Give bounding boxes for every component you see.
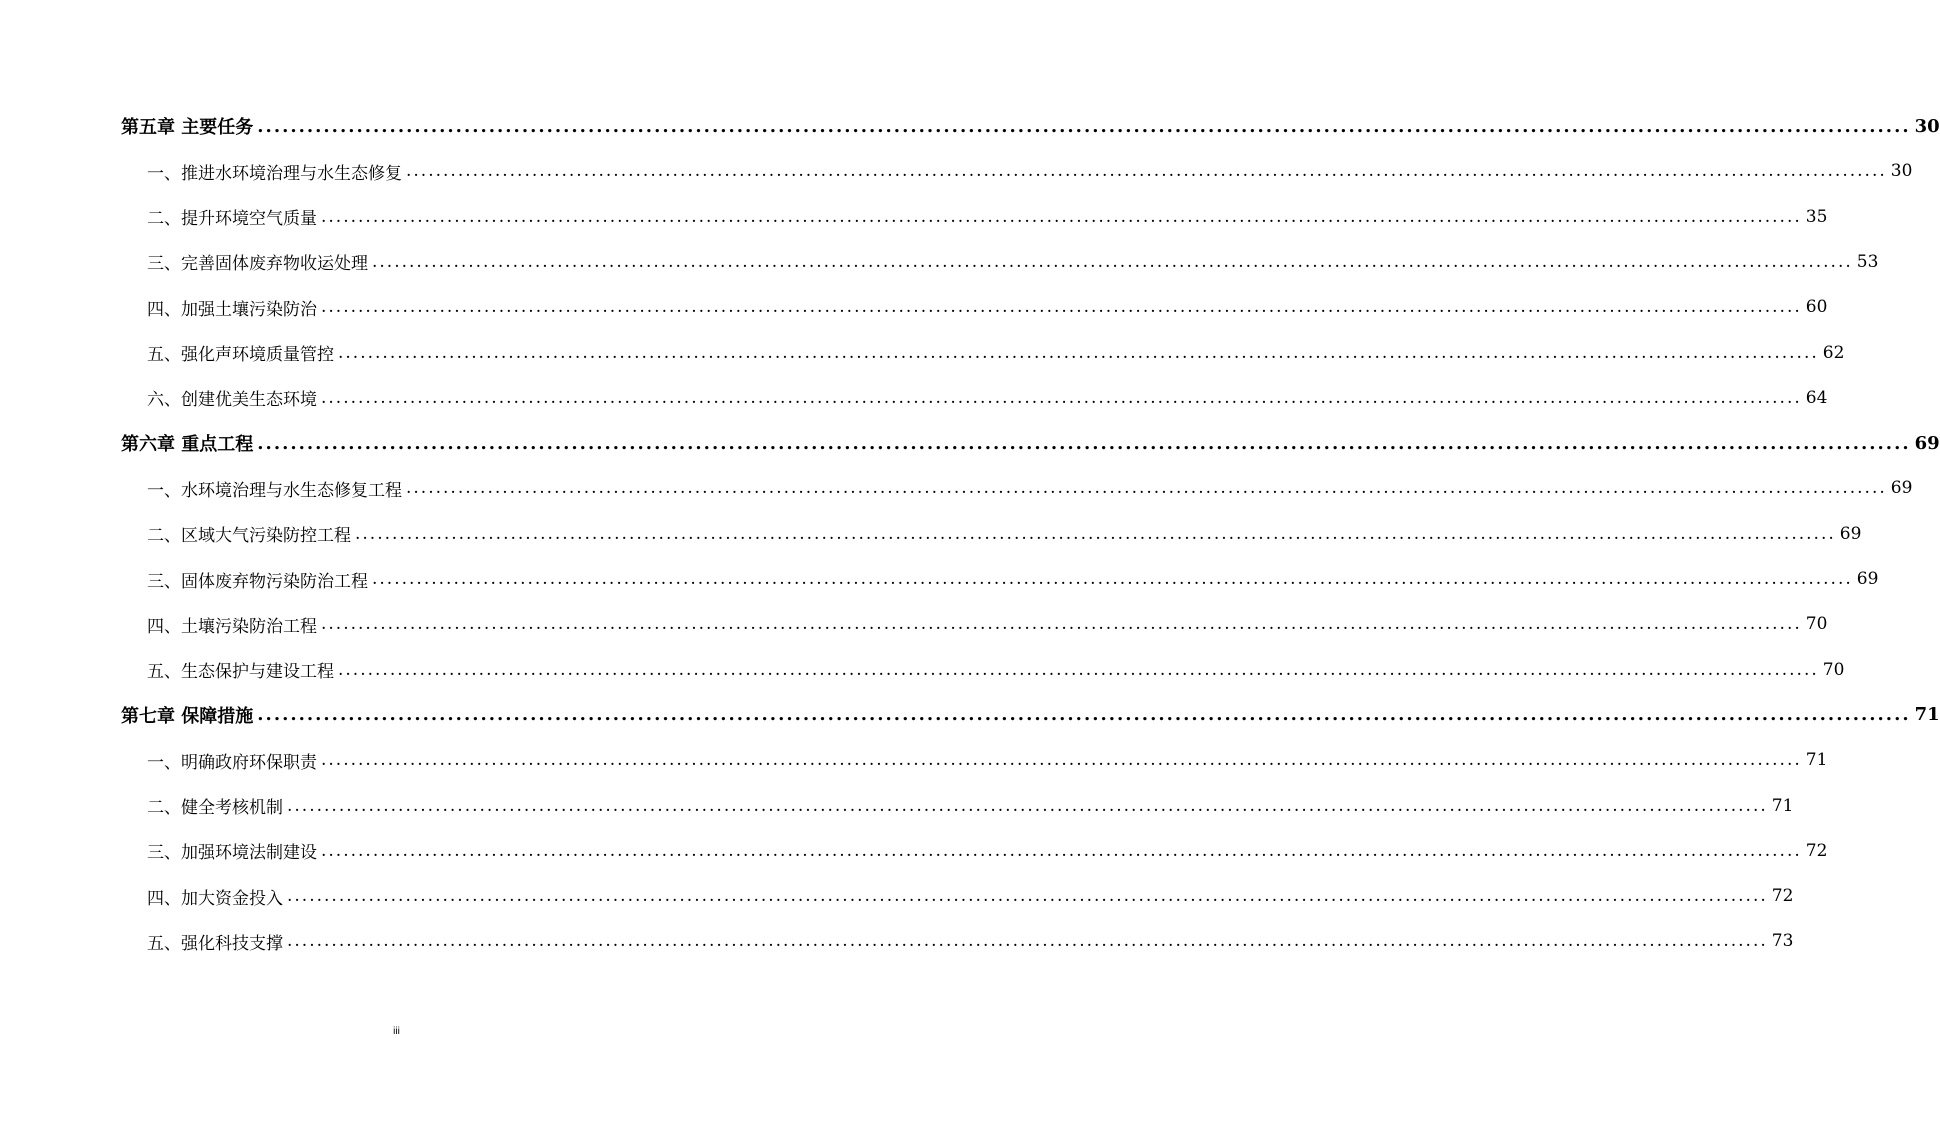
- toc-entry-page-number: 62: [1822, 342, 1845, 363]
- toc-entry-title: 六、创建优美生态环境: [147, 390, 317, 411]
- toc-entry-title: 三、完善固体废弃物收运处理: [147, 254, 368, 275]
- toc-section-entry[interactable]: [0, 836, 1828, 866]
- toc-entry-page-number: 71: [1914, 704, 1940, 726]
- toc-section-entry[interactable]: [0, 383, 1828, 413]
- toc-dot-leader: ........................................................................................................................................................................................................: [321, 614, 1802, 635]
- toc-entry-title: 四、土壤污染防治工程: [147, 616, 317, 637]
- toc-dot-leader: ........................................................................................................................................................................................................: [406, 478, 1887, 499]
- toc-dot-leader: ........................................................................................................................................................................................................: [257, 432, 1911, 454]
- toc-dot-leader: ........................................................................................................................................................................................................: [287, 931, 1768, 952]
- toc-entry-page-number: 71: [1805, 750, 1828, 771]
- toc-entry-page-number: 72: [1805, 840, 1828, 861]
- toc-section-entry[interactable]: [0, 156, 1913, 186]
- toc-entry-title: 第七章 保障措施: [121, 705, 254, 727]
- toc-dot-leader: ........................................................................................................................................................................................................: [287, 795, 1768, 816]
- toc-section-entry[interactable]: [0, 338, 1845, 368]
- page-number: iii: [393, 1026, 400, 1037]
- toc-entry-page-number: 69: [1856, 569, 1879, 589]
- toc-entry-title: 三、加强环境法制建设: [147, 843, 317, 864]
- toc-dot-leader: ........................................................................................................................................................................................................: [321, 750, 1802, 771]
- toc-dot-leader: ........................................................................................................................................................................................................: [257, 115, 1911, 137]
- toc-entry-page-number: 69: [1914, 432, 1940, 454]
- toc-section-entry[interactable]: [0, 609, 1828, 639]
- toc-entry-title: 四、加大资金投入: [147, 888, 283, 909]
- toc-entry-page-number: 30: [1914, 115, 1940, 137]
- toc-entry-page-number: 35: [1805, 206, 1828, 227]
- toc-entry-title: 一、推进水环境治理与水生态修复: [147, 163, 402, 184]
- toc-entry-page-number: 72: [1771, 886, 1794, 907]
- toc-dot-leader: ........................................................................................................................................................................................................: [406, 161, 1887, 182]
- toc-section-entry[interactable]: [0, 292, 1828, 322]
- toc-dot-leader: ........................................................................................................................................................................................................: [257, 704, 1911, 726]
- toc-section-entry[interactable]: [0, 202, 1828, 232]
- toc-dot-leader: ........................................................................................................................................................................................................: [355, 523, 1836, 544]
- toc-entry-title: 二、提升环境空气质量: [147, 209, 317, 230]
- toc-entry-title: 三、固体废弃物污染防治工程: [147, 571, 368, 592]
- toc-section-entry[interactable]: [0, 745, 1828, 775]
- toc-dot-leader: ........................................................................................................................................................................................................: [321, 206, 1802, 227]
- toc-entry-page-number: 69: [1890, 478, 1913, 499]
- toc-entry-title: 二、健全考核机制: [147, 798, 283, 818]
- toc-entry-title: 二、区域大气污染防控工程: [147, 526, 351, 547]
- toc-dot-leader: ........................................................................................................................................................................................................: [338, 659, 1819, 680]
- toc-section-entry[interactable]: [0, 881, 1794, 911]
- toc-dot-leader: ........................................................................................................................................................................................................: [338, 342, 1819, 363]
- toc-section-entry[interactable]: [0, 791, 1794, 821]
- toc-entry-page-number: 53: [1856, 251, 1879, 272]
- toc-section-entry[interactable]: [0, 655, 1845, 685]
- toc-dot-leader: ........................................................................................................................................................................................................: [372, 251, 1853, 272]
- toc-section-entry[interactable]: [0, 247, 1879, 277]
- toc-section-entry[interactable]: [0, 926, 1794, 956]
- toc-entry-page-number: 64: [1805, 387, 1828, 408]
- toc-section-entry[interactable]: [0, 564, 1879, 594]
- toc-entry-title: 一、水环境治理与水生态修复工程: [147, 480, 402, 501]
- toc-chapter-entry[interactable]: [0, 700, 1940, 730]
- toc-entry-title: 一、明确政府环保职责: [147, 752, 317, 773]
- toc-entry-page-number: 70: [1822, 659, 1845, 680]
- toc-entry-title: 第五章 主要任务: [121, 117, 254, 138]
- toc-entry-title: 五、生态保护与建设工程: [147, 662, 334, 683]
- toc-chapter-entry[interactable]: [0, 111, 1940, 141]
- toc-entry-page-number: 73: [1771, 931, 1794, 952]
- toc-chapter-entry[interactable]: [0, 428, 1940, 458]
- toc-entry-title: 四、加强土壤污染防治: [147, 299, 317, 320]
- toc-dot-leader: ........................................................................................................................................................................................................: [321, 297, 1802, 318]
- toc-dot-leader: ........................................................................................................................................................................................................: [321, 387, 1802, 408]
- toc-entry-page-number: 69: [1839, 523, 1862, 544]
- toc-entry-page-number: 70: [1805, 614, 1828, 635]
- toc-entry-page-number: 30: [1890, 161, 1913, 182]
- toc-dot-leader: ........................................................................................................................................................................................................: [372, 569, 1853, 589]
- toc-section-entry[interactable]: [0, 473, 1913, 503]
- toc-dot-leader: ........................................................................................................................................................................................................: [321, 840, 1802, 861]
- toc-entry-title: 五、强化科技支撑: [147, 933, 283, 954]
- toc-dot-leader: ........................................................................................................................................................................................................: [287, 886, 1768, 907]
- toc-entry-title: 第六章 重点工程: [121, 434, 254, 456]
- toc-section-entry[interactable]: [0, 519, 1862, 549]
- toc-entry-page-number: 71: [1771, 795, 1794, 816]
- toc-entry-page-number: 60: [1805, 297, 1828, 318]
- toc-entry-title: 五、强化声环境质量管控: [147, 345, 334, 365]
